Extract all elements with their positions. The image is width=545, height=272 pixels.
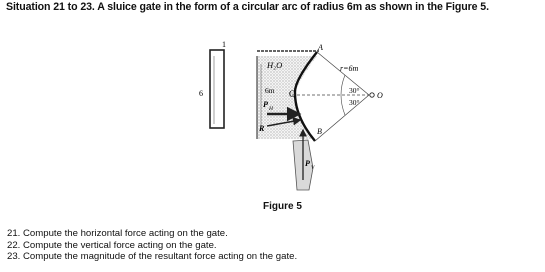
- radius-line-top: [317, 52, 369, 95]
- problem-heading: Situation 21 to 23. A sluice gate in the form of a circular arc of radius 6m as shown in the Figure 5.: [6, 1, 489, 13]
- horizontal-force-subscript: H: [269, 106, 273, 112]
- question-list: [7, 228, 537, 263]
- sluice-gate-figure: [195, 38, 415, 198]
- vertical-force-label: P: [305, 159, 310, 168]
- point-b-label: B: [317, 127, 322, 136]
- vertical-force-subscript: V: [311, 165, 315, 171]
- radius-line-bottom: [315, 95, 369, 141]
- elevation-panel: [210, 50, 224, 128]
- side-dimension-label: 6: [199, 89, 203, 98]
- water-label: H₂O: [267, 60, 283, 70]
- question-23: 23. Compute the magnitude of the resultant force acting on the gate.: [7, 251, 298, 263]
- question-22: 22. Compute the vertical force acting on the gate.: [7, 239, 217, 251]
- radius-label: r=6m: [340, 64, 359, 73]
- angle-bottom-label: 30°: [349, 98, 360, 107]
- point-a-label: A: [318, 43, 323, 52]
- water-region: [257, 56, 317, 139]
- top-dimension-label: 1: [222, 40, 226, 49]
- resultant-label: R: [259, 124, 265, 133]
- figure-caption: Figure 5: [263, 201, 302, 212]
- point-o-label: O: [377, 91, 383, 100]
- center-c-label: C: [289, 89, 296, 99]
- sluice-gate-diagram: [195, 38, 415, 198]
- depth-label: 6m: [265, 86, 275, 95]
- hinge-point-o: [370, 93, 374, 97]
- angle-top-label: 30°: [349, 86, 360, 95]
- horizontal-force-label: P: [263, 100, 268, 109]
- question-21: 21. Compute the horizontal force acting on the gate.: [7, 228, 228, 239]
